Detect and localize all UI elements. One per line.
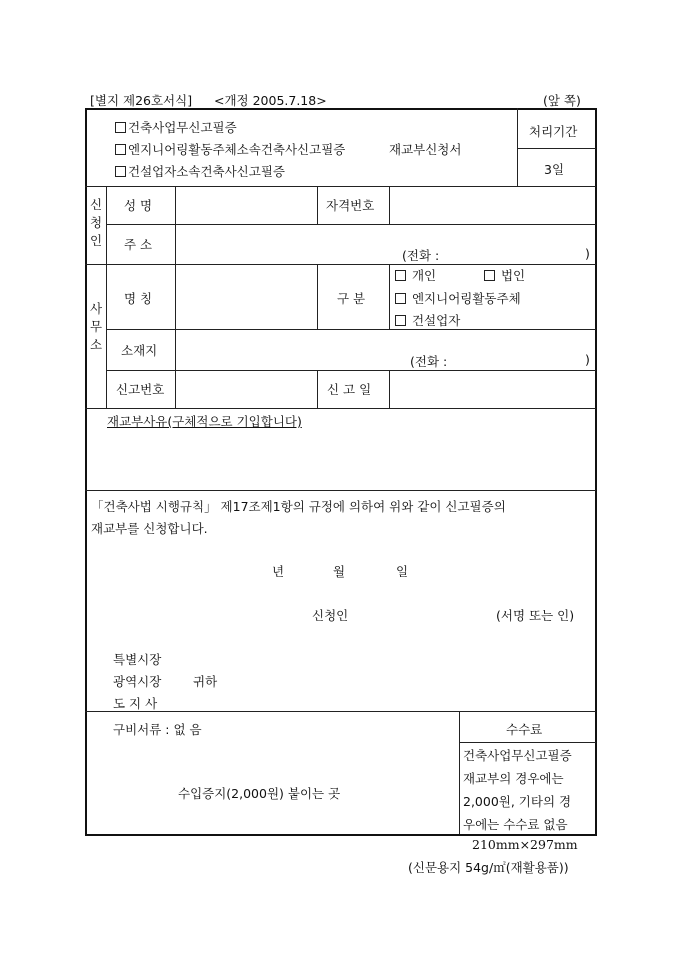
left-border: [85, 108, 87, 835]
type-option-engineering[interactable]: [395, 289, 521, 307]
paper-size: 210mm×297mm: [472, 837, 578, 852]
page-side: (앞 쪽): [543, 93, 581, 108]
name-field[interactable]: [182, 194, 312, 216]
date-day: 일: [396, 564, 409, 579]
processing-value: 3일: [544, 162, 565, 177]
processing-label: 처리기간: [529, 124, 578, 139]
type-option-constructor[interactable]: [395, 311, 460, 329]
location-label: 소재지: [121, 343, 158, 358]
office-section-label: 사 무 소: [89, 301, 103, 352]
reason-label: 재교부사유(구체적으로 기입합니다): [107, 414, 302, 429]
office-name-label: 명 칭: [124, 291, 153, 306]
report-date-label: 신 고 일: [327, 382, 372, 397]
reason-bottom-line: [85, 490, 596, 491]
type-option-label: 엔지니어링활동주체: [411, 291, 521, 306]
address-label: 주 소: [124, 237, 153, 252]
checkbox[interactable]: [395, 315, 406, 326]
row-line: [106, 329, 596, 330]
location-phone-label: (전화 :: [410, 354, 448, 369]
row-line: [106, 224, 596, 225]
office-type-label: 구 분: [337, 291, 366, 306]
top-border: [85, 108, 597, 110]
fee-text-line: 재교부의 경우에는: [463, 771, 564, 786]
type-option-label: 건설업자: [411, 313, 461, 328]
addressee-governor: 도 지 사: [113, 696, 158, 711]
applicant-section-label: 신 청 인: [89, 197, 103, 248]
name-label: 성 명: [124, 198, 153, 213]
checkbox[interactable]: [395, 270, 406, 281]
address-phone-close: ): [585, 246, 590, 261]
type-left-divider: [317, 264, 318, 329]
checkbox[interactable]: [115, 166, 126, 177]
title-option-1[interactable]: [115, 118, 237, 136]
label-column-divider: [175, 186, 176, 408]
location-phone-close: ): [585, 352, 590, 367]
fee-divider: [459, 711, 460, 834]
fee-text-line: 우에는 수수료 없음: [463, 817, 568, 832]
addressee-metro-city-mayor: 광역시장: [113, 674, 162, 689]
date-month: 월: [333, 564, 346, 579]
fee-row-line: [459, 742, 596, 743]
type-option-label: 개인: [411, 268, 437, 283]
processing-row-line: [517, 148, 596, 149]
form-number: [별지 제26호서식]: [90, 93, 193, 108]
required-documents: 구비서류 : 없 음: [113, 722, 202, 737]
title-option-label: 건설업자소속건축사신고필증: [128, 164, 285, 179]
location-field[interactable]: [182, 334, 582, 348]
revision-date: <개정 2005.7.18>: [214, 93, 327, 108]
title-bottom-line: [85, 186, 596, 187]
sign-or-seal: (서명 또는 인): [496, 608, 575, 623]
type-right-divider: [389, 264, 390, 329]
type-option-label: 법인: [500, 268, 526, 283]
report-number-label: 신고번호: [116, 382, 165, 397]
office-name-field[interactable]: [182, 276, 312, 316]
title-option-2[interactable]: [115, 140, 345, 158]
applicant-signature-label: 신청인: [312, 608, 349, 623]
address-field[interactable]: [182, 230, 582, 244]
paper-type: (신문용지 54g/㎡(재활용품)): [408, 860, 569, 875]
title-suffix: 재교부신청서: [389, 142, 462, 157]
title-option-label: 건축사업무신고필증: [128, 120, 237, 135]
honorific: 귀하: [193, 674, 218, 689]
report-number-field[interactable]: [182, 376, 312, 400]
applicant-bottom-line: [85, 264, 596, 265]
report-date-field[interactable]: [396, 376, 591, 400]
checkbox[interactable]: [115, 122, 126, 133]
report-date-left-divider: [317, 370, 318, 408]
addressee-metro-mayor: 특별시장: [113, 652, 162, 667]
license-left-divider: [317, 186, 318, 224]
stamp-placement: 수입증지(2,000원) 붙이는 곳: [178, 786, 341, 801]
address-phone-label: (전화 :: [402, 248, 440, 263]
fee-text-line: 건축사업무신고필증: [463, 748, 572, 763]
bottom-border: [85, 834, 597, 836]
checkbox[interactable]: [395, 293, 406, 304]
report-date-right-divider: [389, 370, 390, 408]
reason-field[interactable]: [100, 432, 590, 482]
type-option-individual[interactable]: [395, 266, 436, 284]
statement-line-2: 재교부를 신청합니다.: [91, 521, 208, 536]
checkbox[interactable]: [115, 144, 126, 155]
title-option-3[interactable]: [115, 162, 285, 180]
office-bottom-line: [85, 408, 596, 409]
type-option-corporation[interactable]: [484, 266, 525, 284]
license-right-divider: [389, 186, 390, 224]
fee-text-line: 2,000원, 기타의 경: [463, 794, 572, 809]
processing-divider: [517, 108, 518, 186]
statement-line-1: 「건축사법 시행규칙」 제17조제1항의 규정에 의하여 위와 같이 신고필증의: [91, 499, 506, 514]
row-line: [106, 370, 596, 371]
date-year: 년: [272, 564, 285, 579]
license-label: 자격번호: [326, 198, 375, 213]
license-field[interactable]: [396, 194, 591, 216]
title-option-label: 엔지니어링활동주체소속건축사신고필증: [128, 142, 346, 157]
right-border: [595, 108, 597, 835]
section-label-divider: [106, 186, 107, 408]
checkbox[interactable]: [484, 270, 495, 281]
statement-bottom-line: [85, 711, 596, 712]
fee-label: 수수료: [506, 722, 543, 737]
